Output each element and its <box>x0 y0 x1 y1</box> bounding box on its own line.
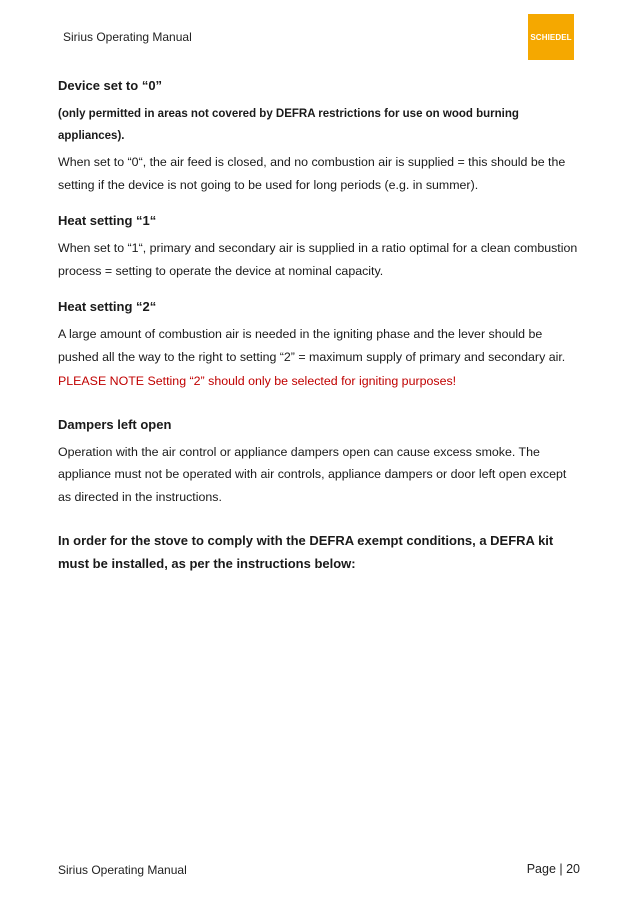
dampers-body: Operation with the air control or appliance dampers open can cause excess smoke. The appliance must not be operated with air controls, appliance dampers or door left open except as directed in the instructions. <box>58 444 567 504</box>
heading-heat-setting-2: Heat setting “2“ <box>58 299 157 314</box>
device-0-body: When set to “0“, the air feed is closed, and no combustion air is supplied = this should be the setting if the device is not going to be used for long periods (e.g. in summer). <box>58 155 566 192</box>
heat-setting-1-body: When set to “1“, primary and secondary air is supplied in a ratio optimal for a clean combustion process = setting to operate the device at nominal capacity. <box>58 241 578 278</box>
heat-setting-2-body: A large amount of combustion air is needed in the igniting phase and the lever should be pushed all the way to the right to setting “2” = maximum supply of primary and secondary air. <box>58 327 566 364</box>
defra-kit-instruction: In order for the stove to comply with the DEFRA exempt conditions, a DEFRA kit must be installed, as per the instructions below: <box>58 533 554 571</box>
schiedel-logo <box>528 14 574 60</box>
header-title: Sirius Operating Manual <box>63 30 192 44</box>
footer-title: Sirius Operating Manual <box>58 863 187 877</box>
heading-heat-setting-1: Heat setting “1“ <box>58 213 157 228</box>
heading-dampers-left-open: Dampers left open <box>58 416 172 432</box>
page-number: Page | 20 <box>526 862 580 876</box>
heading-device-0: Device set to “0” <box>58 78 163 93</box>
igniting-warning: PLEASE NOTE Setting “2” should only be selected for igniting purposes! <box>58 374 457 388</box>
defra-restriction-note: (only permitted in areas not covered by DEFRA restrictions for use on wood burning appliances). <box>58 108 519 142</box>
page-content <box>58 77 578 575</box>
logo-text: SCHIEDEL <box>530 32 572 42</box>
